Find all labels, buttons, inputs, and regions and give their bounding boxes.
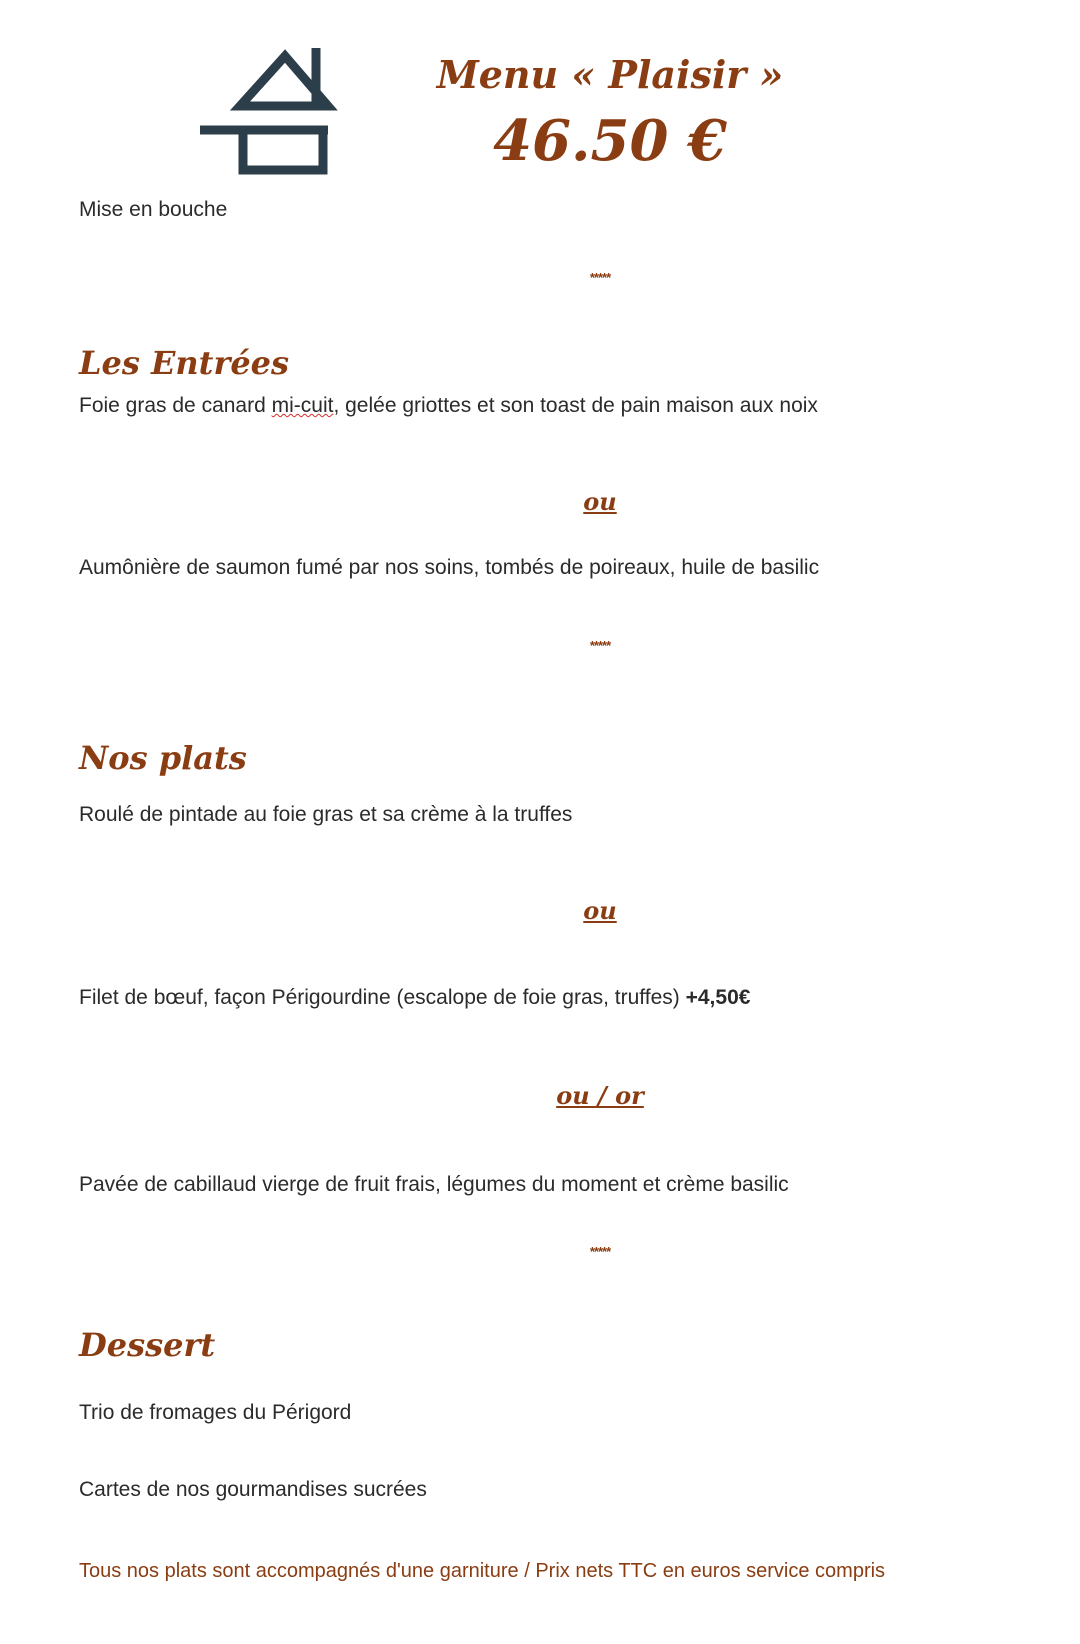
entree-item [79,393,818,419]
footer-note: Tous nos plats sont accompagnés d'une garniture / Prix nets TTC en euros service compris [79,1560,886,1582]
plat-item-text: Filet de bœuf, façon Périgourdine (escalope de foie gras, truffes) [79,986,686,1009]
or-divider: ou [583,896,617,925]
dessert-item: Cartes de nos gourmandises sucrées [79,1478,427,1501]
or-divider: ou [583,487,617,516]
section-heading-entrees: Les Entrées [79,344,290,382]
entree-item-text-end: , gelée griottes et son toast de pain maison aux noix [333,394,818,417]
menu-title: Menu « Plaisir » [436,52,784,97]
menu-price: 46.50 € [493,108,727,174]
dessert-item: Trio de fromages du Périgord [79,1401,352,1424]
plat-item [79,985,750,1011]
spelling-mark: mi-cuit [271,394,334,417]
plat-item: Pavée de cabillaud vierge de fruit frais, légumes du moment et crème basilic [79,1173,789,1196]
plat-item: Roulé de pintade au foie gras et sa crème à la truffes [79,803,573,826]
separator: ***** [589,270,611,285]
entree-item-text-start: Foie gras de canard [79,394,272,417]
supplement-price: +4,50€ [685,986,751,1009]
house-icon [200,48,340,178]
or-divider: ou / or [556,1081,644,1110]
section-heading-plats: Nos plats [79,739,247,777]
section-heading-dessert: Dessert [79,1326,216,1364]
entree-item: Aumônière de saumon fumé par nos soins, tombés de poireaux, huile de basilic [79,556,820,579]
mise-en-bouche: Mise en bouche [79,198,228,221]
separator: ***** [589,638,611,653]
separator: ***** [589,1244,611,1259]
